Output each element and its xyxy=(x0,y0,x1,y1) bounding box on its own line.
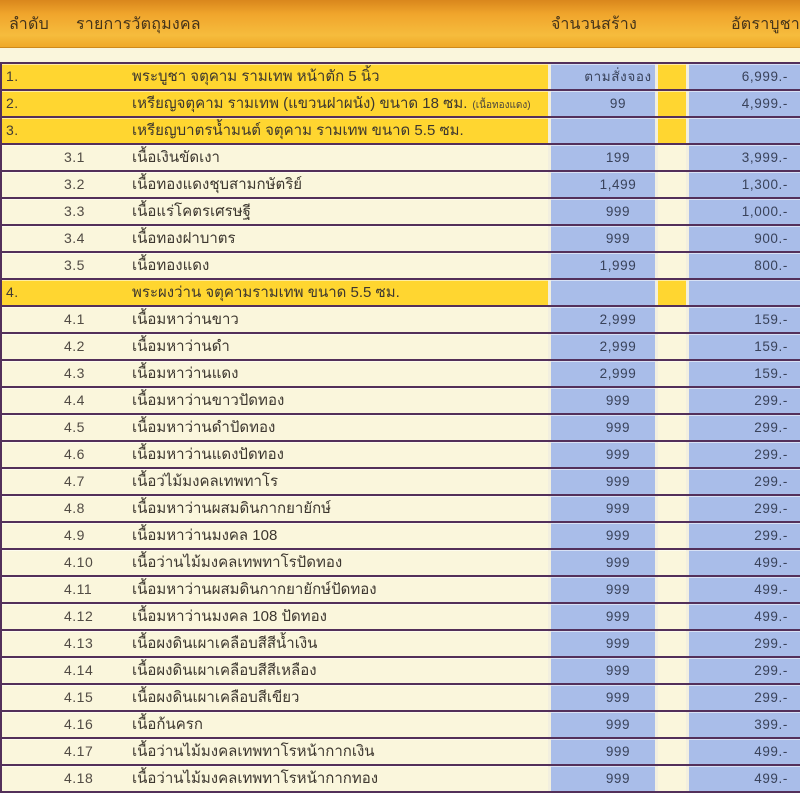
price-cell xyxy=(689,658,800,683)
price-cell xyxy=(689,766,800,791)
table-row xyxy=(0,577,800,604)
price-value: 499.- xyxy=(754,582,788,597)
item-cell xyxy=(2,226,548,251)
table-header-band xyxy=(0,0,800,48)
item-cell xyxy=(2,361,548,386)
price-value: 499.- xyxy=(754,555,788,570)
quantity-cell xyxy=(551,712,655,737)
row-number: 2. xyxy=(6,95,19,111)
quantity-value: 199 xyxy=(605,150,631,165)
table-row xyxy=(0,307,800,334)
quantity-cell xyxy=(551,658,655,683)
spacer-cell xyxy=(658,631,686,656)
quantity-cell xyxy=(551,145,655,170)
quantity-value: 1,999 xyxy=(599,258,637,273)
item-cell xyxy=(2,442,548,467)
row-number: 4.17 xyxy=(64,743,94,759)
table-row xyxy=(0,496,800,523)
spacer-cell xyxy=(658,334,686,359)
row-number: 4.16 xyxy=(64,716,94,732)
item-name: เนื้อเงินขัดเงา xyxy=(132,149,220,166)
quantity-value: 999 xyxy=(605,420,631,435)
item-cell xyxy=(2,415,548,440)
item-cell xyxy=(2,145,548,170)
quantity-value: 999 xyxy=(605,393,631,408)
item-cell xyxy=(2,577,548,602)
quantity-value: 999 xyxy=(605,474,631,489)
table-row xyxy=(0,334,800,361)
spacer-cell xyxy=(658,550,686,575)
row-number: 4.13 xyxy=(64,635,94,651)
row-number: 3.1 xyxy=(64,149,85,165)
quantity-value: 999 xyxy=(605,447,631,462)
price-value: 499.- xyxy=(754,744,788,759)
item-name: เนื้อผงดินเผาเคลือบสีสีน้ำเงิน xyxy=(132,635,318,652)
quantity-cell xyxy=(551,550,655,575)
item-name: เนื้อมหาว่านดำปัดทอง xyxy=(132,419,276,436)
table-row xyxy=(0,118,800,145)
price-value: 299.- xyxy=(754,501,788,516)
row-number: 4.8 xyxy=(64,500,85,516)
spacer-cell xyxy=(658,118,686,143)
price-value: 299.- xyxy=(754,393,788,408)
table-row xyxy=(0,64,800,91)
item-cell xyxy=(2,172,548,197)
price-cell xyxy=(689,415,800,440)
spacer-cell xyxy=(658,145,686,170)
spacer-cell xyxy=(658,496,686,521)
table-row xyxy=(0,226,800,253)
price-cell xyxy=(689,361,800,386)
item-cell xyxy=(2,604,548,629)
item-cell xyxy=(2,91,548,116)
quantity-cell xyxy=(551,442,655,467)
quantity-cell xyxy=(551,334,655,359)
quantity-value: 999 xyxy=(605,690,631,705)
price-cell xyxy=(689,739,800,764)
price-cell xyxy=(689,253,800,278)
quantity-cell xyxy=(551,604,655,629)
row-number: 3.4 xyxy=(64,230,85,246)
quantity-cell xyxy=(551,739,655,764)
price-value: 159.- xyxy=(754,366,788,381)
price-cell xyxy=(689,550,800,575)
item-name: เนื้อมหาว่านผสมดินกากยายักษ์ปัดทอง xyxy=(132,581,377,598)
item-name: เนื้อทองฝาบาตร xyxy=(132,230,236,247)
row-number: 1. xyxy=(6,68,19,84)
quantity-cell xyxy=(551,685,655,710)
table-row xyxy=(0,712,800,739)
price-value: 299.- xyxy=(754,636,788,651)
row-number: 4.14 xyxy=(64,662,94,678)
item-name: เนื้อว่ไม้มงคลเทพทาโร xyxy=(132,473,279,490)
row-number: 4.9 xyxy=(64,527,85,543)
quantity-cell xyxy=(551,172,655,197)
price-value: 499.- xyxy=(754,609,788,624)
price-value: 1,000.- xyxy=(741,204,788,219)
table-row xyxy=(0,739,800,766)
spacer-cell xyxy=(658,388,686,413)
price-cell xyxy=(689,523,800,548)
row-number: 3.2 xyxy=(64,176,85,192)
spacer-cell xyxy=(658,604,686,629)
table-row xyxy=(0,766,800,793)
quantity-value: 999 xyxy=(605,555,631,570)
item-name: เนื้อมหาว่านมงคล 108 ปัดทอง xyxy=(132,608,327,625)
item-note: (เนื้อทองแดง) xyxy=(472,100,531,111)
price-cell xyxy=(689,577,800,602)
item-cell xyxy=(2,739,548,764)
row-number: 4.11 xyxy=(64,581,93,597)
spacer-cell xyxy=(658,739,686,764)
item-cell xyxy=(2,766,548,791)
item-name: พระผงว่าน จตุคามรามเทพ ขนาด 5.5 ซม. xyxy=(132,284,400,301)
quantity-cell xyxy=(551,577,655,602)
price-cell xyxy=(689,712,800,737)
table-row xyxy=(0,685,800,712)
item-name: เนื้อผงดินเผาเคลือบสีสีเหลือง xyxy=(132,662,317,679)
spacer-cell xyxy=(658,415,686,440)
quantity-value: 2,999 xyxy=(599,312,637,327)
item-name: เนื้อว่านไม้มงคลเทพทาโรปัดทอง xyxy=(132,554,343,571)
quantity-value: ตามสั่งจอง xyxy=(584,69,652,84)
item-name: เนื้อมหาว่านแดงปัดทอง xyxy=(132,446,284,463)
price-value: 299.- xyxy=(754,447,788,462)
row-number: 4.2 xyxy=(64,338,85,354)
item-name: เนื้อผงดินเผาเคลือบสีเขียว xyxy=(132,689,300,706)
row-number: 4.6 xyxy=(64,446,85,462)
row-number: 4.18 xyxy=(64,770,94,786)
table-row xyxy=(0,253,800,280)
table-row xyxy=(0,469,800,496)
item-cell xyxy=(2,712,548,737)
price-value: 800.- xyxy=(754,258,788,273)
spacer-cell xyxy=(658,172,686,197)
row-number: 3. xyxy=(6,122,19,138)
price-value: 299.- xyxy=(754,690,788,705)
table-row xyxy=(0,604,800,631)
price-value: 900.- xyxy=(754,231,788,246)
table-row xyxy=(0,523,800,550)
item-name: เนื้อมหาว่านขาว xyxy=(132,311,239,328)
table-row xyxy=(0,415,800,442)
item-name: เนื้อว่านไม้มงคลเทพทาโรหน้ากากเงิน xyxy=(132,743,375,760)
row-number: 4.1 xyxy=(64,311,85,327)
item-name: เนื้อว่านไม้มงคลเทพทาโรหน้ากากทอง xyxy=(132,770,379,787)
quantity-value: 2,999 xyxy=(599,339,637,354)
table-row xyxy=(0,442,800,469)
row-number: 3.3 xyxy=(64,203,85,219)
spacer-cell xyxy=(658,685,686,710)
quantity-value: 999 xyxy=(605,582,631,597)
spacer-cell xyxy=(658,469,686,494)
item-cell xyxy=(2,631,548,656)
price-value: 299.- xyxy=(754,420,788,435)
row-number: 3.5 xyxy=(64,257,85,273)
price-cell xyxy=(689,199,800,224)
spacer-cell xyxy=(658,253,686,278)
item-cell xyxy=(2,469,548,494)
price-cell xyxy=(689,226,800,251)
price-cell xyxy=(689,145,800,170)
item-name: เนื้อแร่โคตรเศรษฐี xyxy=(132,203,251,220)
price-value: 299.- xyxy=(754,528,788,543)
item-cell xyxy=(2,118,548,143)
item-name: พระบูชา จตุคาม รามเทพ หน้าตัก 5 นิ้ว xyxy=(132,68,380,85)
row-number: 4. xyxy=(6,284,19,300)
price-cell xyxy=(689,118,800,143)
price-cell xyxy=(689,442,800,467)
row-number: 4.10 xyxy=(64,554,94,570)
item-cell xyxy=(2,253,548,278)
item-cell xyxy=(2,523,548,548)
item-cell xyxy=(2,550,548,575)
spacer-cell xyxy=(658,658,686,683)
quantity-cell xyxy=(551,253,655,278)
quantity-cell xyxy=(551,118,655,143)
spacer-cell xyxy=(658,307,686,332)
price-cell xyxy=(689,172,800,197)
price-value: 1,300.- xyxy=(741,177,788,192)
table-row xyxy=(0,280,800,307)
item-cell xyxy=(2,64,548,89)
quantity-cell xyxy=(551,388,655,413)
price-value: 3,999.- xyxy=(741,150,788,165)
item-cell xyxy=(2,280,548,305)
table-row xyxy=(0,172,800,199)
table-row xyxy=(0,388,800,415)
price-cell xyxy=(689,91,800,116)
quantity-cell xyxy=(551,766,655,791)
quantity-value: 999 xyxy=(605,501,631,516)
spacer-cell xyxy=(658,712,686,737)
item-name: เนื้อทองแดง xyxy=(132,257,210,274)
spacer-cell xyxy=(658,64,686,89)
table-row xyxy=(0,91,800,118)
row-number: 4.5 xyxy=(64,419,85,435)
header-col-number: ลำดับ xyxy=(9,16,49,33)
quantity-value: 999 xyxy=(605,204,631,219)
quantity-value: 999 xyxy=(605,663,631,678)
price-cell xyxy=(689,307,800,332)
price-cell xyxy=(689,280,800,305)
price-cell xyxy=(689,496,800,521)
quantity-cell xyxy=(551,415,655,440)
table-row xyxy=(0,631,800,658)
price-value: 159.- xyxy=(754,339,788,354)
header-col-item: รายการวัตถุมงคล xyxy=(76,16,201,33)
quantity-cell xyxy=(551,226,655,251)
quantity-cell xyxy=(551,307,655,332)
quantity-cell xyxy=(551,631,655,656)
table-row xyxy=(0,199,800,226)
row-number: 4.4 xyxy=(64,392,85,408)
quantity-value: 99 xyxy=(609,96,627,111)
item-cell xyxy=(2,685,548,710)
price-cell xyxy=(689,388,800,413)
quantity-cell xyxy=(551,361,655,386)
row-number: 4.7 xyxy=(64,473,85,489)
item-name: เนื้อทองแดงชุบสามกษัตริย์ xyxy=(132,176,303,193)
price-value: 4,999.- xyxy=(741,96,788,111)
item-name: เหรียญบาตรน้ำมนต์ จตุคาม รามเทพ ขนาด 5.5 ซม. xyxy=(132,122,464,139)
price-value: 399.- xyxy=(754,717,788,732)
quantity-value: 999 xyxy=(605,717,631,732)
item-cell xyxy=(2,307,548,332)
spacer-cell xyxy=(658,199,686,224)
item-name: เหรียญจตุคาม รามเทพ (แขวนฝาผนัง) ขนาด 18 ซม. (เนื้อทองแดง) xyxy=(132,95,531,112)
price-cell xyxy=(689,631,800,656)
price-table xyxy=(0,62,800,793)
item-cell xyxy=(2,658,548,683)
spacer-cell xyxy=(658,91,686,116)
item-name: เนื้อมหาว่านแดง xyxy=(132,365,239,382)
quantity-cell xyxy=(551,469,655,494)
spacer-cell xyxy=(658,361,686,386)
price-cell xyxy=(689,64,800,89)
quantity-cell xyxy=(551,199,655,224)
spacer-cell xyxy=(658,523,686,548)
quantity-cell xyxy=(551,280,655,305)
row-number: 4.15 xyxy=(64,689,94,705)
price-value: 299.- xyxy=(754,663,788,678)
price-cell xyxy=(689,685,800,710)
quantity-cell xyxy=(551,523,655,548)
spacer-cell xyxy=(658,577,686,602)
quantity-value: 999 xyxy=(605,528,631,543)
item-cell xyxy=(2,334,548,359)
item-cell xyxy=(2,496,548,521)
item-cell xyxy=(2,199,548,224)
quantity-value: 999 xyxy=(605,609,631,624)
item-cell xyxy=(2,388,548,413)
spacer-cell xyxy=(658,280,686,305)
table-row xyxy=(0,658,800,685)
table-row xyxy=(0,361,800,388)
price-value: 499.- xyxy=(754,771,788,786)
item-name: เนื้อมหาว่านดำ xyxy=(132,338,230,355)
price-cell xyxy=(689,469,800,494)
quantity-value: 999 xyxy=(605,771,631,786)
item-name: เนื้อก้นครก xyxy=(132,716,203,733)
row-number: 4.12 xyxy=(64,608,94,624)
item-name: เนื้อมหาว่านผสมดินกากยายักษ์ xyxy=(132,500,332,517)
spacer-cell xyxy=(658,226,686,251)
quantity-value: 2,999 xyxy=(599,366,637,381)
price-value: 159.- xyxy=(754,312,788,327)
quantity-value: 999 xyxy=(605,636,631,651)
table-row xyxy=(0,550,800,577)
price-value: 6,999.- xyxy=(741,69,788,84)
table-row xyxy=(0,145,800,172)
quantity-cell xyxy=(551,64,655,89)
header-col-price: อัตราบูชา xyxy=(731,16,800,33)
price-value: 299.- xyxy=(754,474,788,489)
quantity-value: 999 xyxy=(605,231,631,246)
item-name: เนื้อมหาว่านขาวปัดทอง xyxy=(132,392,285,409)
spacer-cell xyxy=(658,442,686,467)
quantity-value: 1,499 xyxy=(599,177,637,192)
item-name: เนื้อมหาว่านมงคล 108 xyxy=(132,527,278,544)
quantity-cell xyxy=(551,496,655,521)
row-number: 4.3 xyxy=(64,365,85,381)
quantity-cell xyxy=(551,91,655,116)
spacer-cell xyxy=(658,766,686,791)
price-cell xyxy=(689,604,800,629)
quantity-value: 999 xyxy=(605,744,631,759)
price-cell xyxy=(689,334,800,359)
header-col-quantity: จำนวนสร้าง xyxy=(551,16,637,33)
